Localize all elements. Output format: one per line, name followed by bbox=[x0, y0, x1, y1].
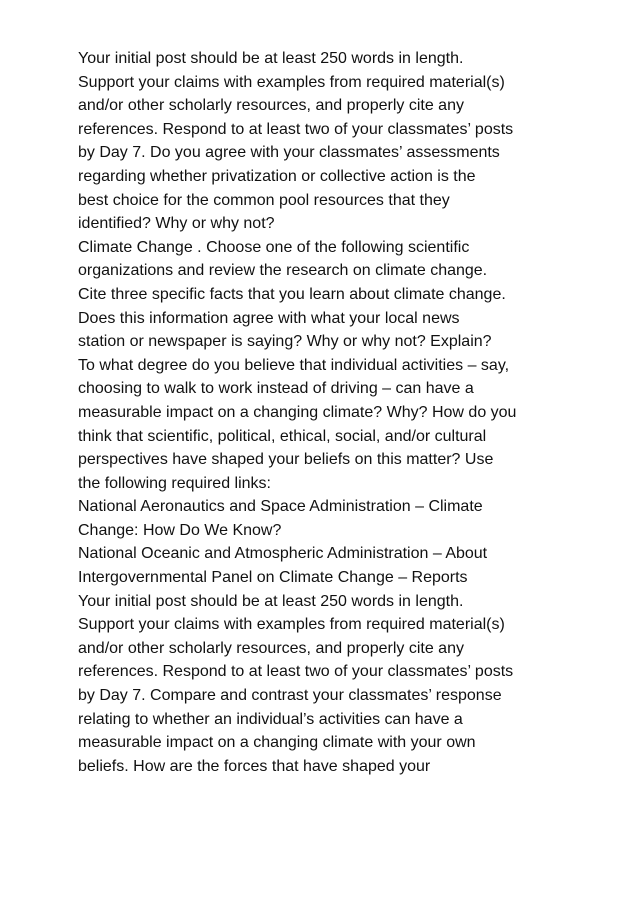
text-line: organizations and review the research on climate change. bbox=[78, 262, 488, 280]
text-line: by Day 7. Do you agree with your classmates’ assessments bbox=[78, 144, 500, 162]
text-line: Support your claims with examples from required material(s) bbox=[78, 73, 505, 91]
text-line: choosing to walk to work instead of driving – can have a bbox=[78, 380, 474, 398]
text-line: To what degree do you believe that individual activities – say, bbox=[78, 356, 510, 374]
text-line: Does this information agree with what your local news bbox=[78, 309, 460, 327]
text-line: the following required links: bbox=[78, 474, 271, 492]
text-line: Support your claims with examples from required material(s) bbox=[78, 616, 505, 634]
document-body bbox=[78, 47, 578, 778]
text-line: National Oceanic and Atmospheric Administration – About bbox=[78, 545, 488, 563]
text-line: Change: How Do We Know? bbox=[78, 521, 282, 539]
text-line: regarding whether privatization or collective action is the bbox=[78, 167, 476, 185]
text-line: best choice for the common pool resources that they bbox=[78, 191, 450, 209]
text-line: Climate Change . Choose one of the following scientific bbox=[78, 238, 470, 256]
text-line: and/or other scholarly resources, and properly cite any bbox=[78, 97, 464, 115]
text-line: beliefs. How are the forces that have shaped your bbox=[78, 757, 431, 775]
text-line: identified? Why or why not? bbox=[78, 215, 275, 233]
text-line: and/or other scholarly resources, and properly cite any bbox=[78, 639, 464, 657]
text-line: National Aeronautics and Space Administration – Climate bbox=[78, 498, 483, 516]
text-line: Cite three specific facts that you learn about climate change. bbox=[78, 285, 506, 303]
text-line: Your initial post should be at least 250 words in length. bbox=[78, 50, 464, 67]
text-line: references. Respond to at least two of your classmates’ posts bbox=[78, 663, 514, 681]
text-line: station or newspaper is saying? Why or why not? Explain? bbox=[78, 333, 492, 351]
text-line: think that scientific, political, ethical, social, and/or cultural bbox=[78, 427, 487, 445]
text-line: measurable impact on a changing climate? Why? How do you bbox=[78, 403, 517, 421]
text-line: relating to whether an individual’s activities can have a bbox=[78, 710, 463, 728]
text-line: perspectives have shaped your beliefs on this matter? Use bbox=[78, 451, 494, 469]
text-line: Intergovernmental Panel on Climate Change – Reports bbox=[78, 569, 468, 587]
text-line: references. Respond to at least two of your classmates’ posts bbox=[78, 120, 514, 138]
text-line: by Day 7. Compare and contrast your classmates’ response bbox=[78, 687, 502, 705]
text-line: measurable impact on a changing climate with your own bbox=[78, 734, 476, 752]
text-line: Your initial post should be at least 250 words in length. bbox=[78, 592, 464, 610]
